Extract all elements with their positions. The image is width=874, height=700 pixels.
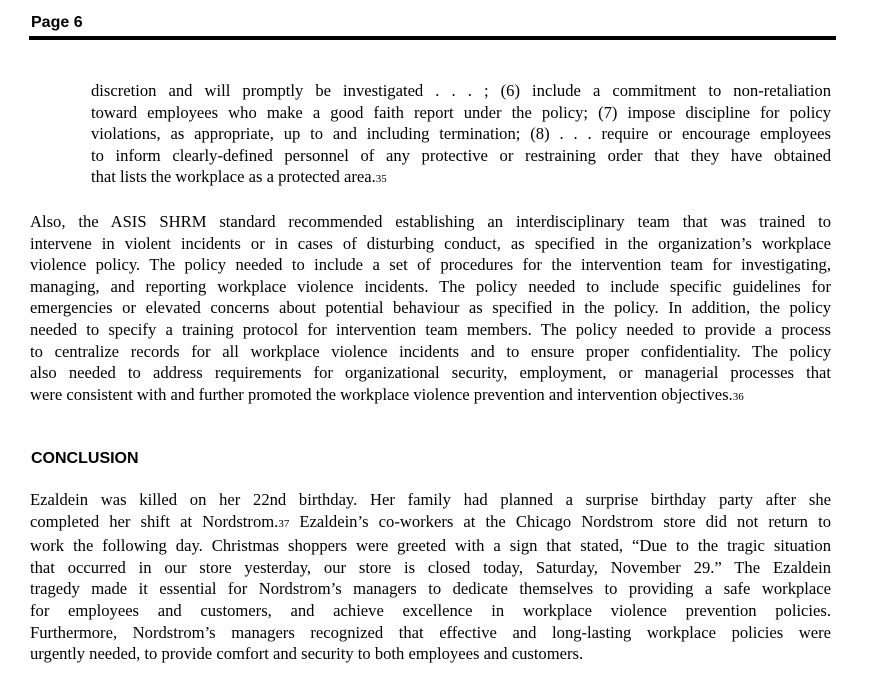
- paragraph-line: needed to specify a training protocol for intervention team members. The policy needed to provide a process: [30, 319, 831, 339]
- quote-line: toward employees who make a good faith report under the policy; (7) impose discipline for policy: [91, 102, 831, 122]
- paragraph-line-last: urgently needed, to provide comfort and security to both employees and customers.: [30, 644, 584, 664]
- paragraph-line: also needed to address requirements for organizational security, employment, or managerial processes that: [30, 363, 831, 383]
- paragraph-line-with-footnote: [30, 511, 831, 536]
- paragraph-line: tragedy made it essential for Nordstrom’s managers to dedicate themselves to providing a safe workplace: [30, 579, 831, 599]
- paragraph-line: that occurred in our store yesterday, our store is closed today, Saturday, November 29.” The Ezaldein: [30, 557, 831, 577]
- paragraph-line-text: Ezaldein’s co-workers at the Chicago Nordstrom store did not return to: [289, 511, 832, 531]
- footnote-ref: 35: [375, 173, 387, 186]
- paragraph-line: intervene in violent incidents or in cases of disturbing conduct, as specified in the organization’s workplace: [30, 233, 831, 253]
- paragraph-line: work the following day. Christmas shoppers were greeted with a sign that stated, “Due to the tragic situation: [30, 536, 831, 556]
- paragraph-line-text: completed her shift at Nordstrom.: [30, 511, 279, 531]
- footnote-ref: 37: [278, 517, 290, 530]
- paragraph-line-last: [30, 384, 831, 409]
- paragraph-line: Furthermore, Nordstrom’s managers recognized that effective and long-lasting workplace policies were: [30, 622, 831, 642]
- paragraph-team: [30, 211, 831, 408]
- section-heading-conclusion: CONCLUSION: [31, 450, 139, 467]
- quote-line-text: that lists the workplace as a protected area.: [91, 167, 376, 187]
- quote-line: discretion and will promptly be investigated . . . ; (6) include a commitment to non-retaliation: [91, 81, 831, 100]
- paragraph-line: managing, and reporting workplace violence incidents. The policy needed to include specific guidelines for: [30, 276, 831, 296]
- page-number: Page 6: [31, 14, 83, 31]
- paragraph-line: Ezaldein was killed on her 22nd birthday. Her family had planned a surprise birthday party after she: [30, 490, 831, 509]
- paragraph-line: violence policy. The policy needed to include a set of procedures for the intervention team for investigating,: [30, 255, 831, 275]
- header-rule: [29, 36, 836, 40]
- quote-line: to inform clearly-defined personnel of any protective or restraining order that they have obtained: [91, 145, 831, 165]
- footnote-ref: 36: [732, 390, 744, 403]
- paragraph-line: emergencies or elevated concerns about potential behaviour as specified in the policy. In addition, the policy: [30, 298, 831, 318]
- quote-line-last: [91, 166, 831, 191]
- paragraph-conclusion: [30, 489, 831, 665]
- paragraph-line: Also, the ASIS SHRM standard recommended establishing an interdisciplinary team that was trained to: [30, 212, 831, 231]
- paragraph-line: for employees and customers, and achieve excellence in workplace violence prevention policies.: [30, 600, 831, 620]
- paragraph-line: to centralize records for all workplace violence incidents and to ensure proper confidentiality. The policy: [30, 341, 831, 361]
- quote-line: violations, as appropriate, up to and including termination; (8) . . . require or encourage employees: [91, 124, 831, 144]
- paragraph-line-text: were consistent with and further promoted the workplace violence prevention and intervention objectives.: [30, 384, 733, 404]
- block-quote: [91, 80, 831, 191]
